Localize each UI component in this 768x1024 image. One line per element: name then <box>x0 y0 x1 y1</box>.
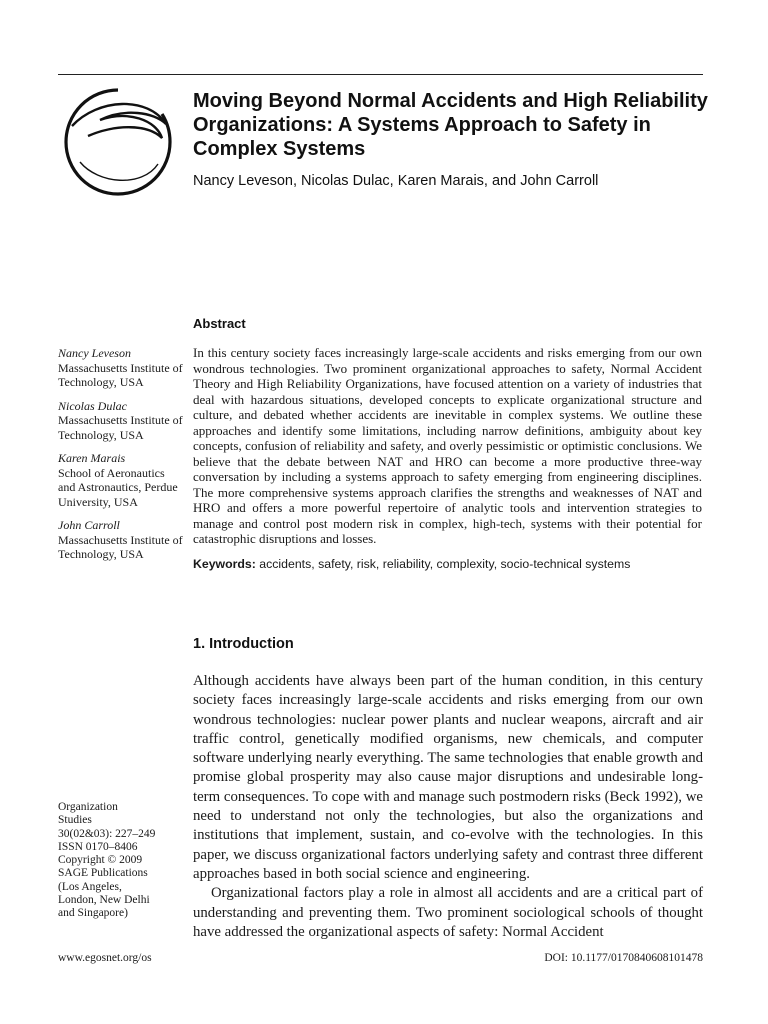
author-list: Nancy Leveson, Nicolas Dulac, Karen Marais, and John Carroll <box>193 173 599 189</box>
body-paragraph: Although accidents have always been part of the human condition, in this century society faces increasingly large-scale accidents and risks emerging from our own wondrous technologies: nuclear power plants and nuclear weapons, aircraft and air traffic control, genetically modified organisms, new chemicals, and computer software underlying nearly everything. The same technologies that enable growth and promise global prosperity may also cause major disruptions and undesirable long-term consequences. To cope with and manage such postmodern risks (Beck 1992), we need to understand not only the technologies, but also the organizations and institutions that implement, sustain, and co-evolve with the technologies. In this paper, we discuss organizational factors underlying safety and contrast three different approaches based in both social science and engineering. <box>193 673 703 882</box>
author-affiliations <box>58 346 183 571</box>
affiliation-entry <box>58 399 183 443</box>
journal-info-line: (Los Angeles, <box>58 880 122 893</box>
affiliation-name: Nicolas Dulac <box>58 398 127 413</box>
journal-info-line: Studies <box>58 814 92 827</box>
keywords <box>193 557 703 572</box>
affiliation-institution: Massachusetts Institute of Technology, USA <box>58 532 183 561</box>
affiliation-name: Nancy Leveson <box>58 346 131 360</box>
affiliation-entry <box>58 451 183 509</box>
affiliation-entry <box>58 346 183 390</box>
affiliation-institution: School of Aeronautics and Astronautics, Perdue University, USA <box>58 465 178 509</box>
abstract-heading: Abstract <box>193 316 246 331</box>
circular-swirl-logo-icon <box>58 84 178 200</box>
affiliation-institution: Massachusetts Institute of Technology, USA <box>58 360 183 389</box>
header-rule <box>58 74 703 75</box>
affiliation-institution: Massachusetts Institute of Technology, USA <box>58 413 183 442</box>
journal-website-link[interactable]: www.egosnet.org/os <box>58 952 152 964</box>
doi-text: DOI: 10.1177/0170840608101478 <box>544 952 703 964</box>
keywords-text: accidents, safety, risk, reliability, complexity, socio-technical systems <box>259 557 631 571</box>
journal-info-line: Copyright © 2009 <box>58 854 143 867</box>
journal-info-line: Organization <box>58 801 118 813</box>
affiliation-name: Karen Marais <box>58 451 126 465</box>
abstract-text: In this century society faces increasingly large-scale accidents and risks emerging from our own wondrous technologies. Two prominent organizational approaches to safety, Normal Accident Theory and High Reliability Organizations, have focused attention on a variety of industries that deal with hazardous situations, developed concepts to explicate organizational structure and culture, and debated whether accidents are inevitable in complex systems. We outline these approaches and identify some limitations, including narrow definitions, ambiguity about key concepts, confusion of reliability and safety, and overly pessimistic or optimistic conclusions. We believe that the debate between NAT and HRO can become a more productive three-way conversation by including a systems approach to safety emerging from engineering disciplines. The more comprehensive systems approach clarifies the strengths and weaknesses of NAT and HRO and offers a more powerful repertoire of analytic tools and intervention strategies to manage and control post modern risk in complex, high-tech, systems with their potential for catastrophic disruptions and losses. <box>193 345 702 546</box>
journal-info-line: London, New Delhi <box>58 894 150 907</box>
body-paragraph: Organizational factors play a role in almost all accidents and are a critical part of understanding and preventing them. Two prominent sociological schools of thought have addressed the organizational aspects of safety: Normal Accident <box>193 885 703 940</box>
keywords-label: Keywords: <box>193 557 256 571</box>
paper-title: Moving Beyond Normal Accidents and High Reliability Organizations: A Systems Approach to Safety in Complex Systems <box>193 90 708 160</box>
journal-info-line: 30(02&03): 227–249 <box>58 827 156 840</box>
journal-info-line: SAGE Publications <box>58 867 148 880</box>
body-text <box>193 672 703 942</box>
journal-info <box>58 801 183 921</box>
section-heading: 1. Introduction <box>193 636 294 652</box>
affiliation-entry <box>58 518 183 562</box>
affiliation-name: John Carroll <box>58 518 120 532</box>
journal-info-line: and Singapore) <box>58 907 128 920</box>
journal-info-line: ISSN 0170–8406 <box>58 840 138 853</box>
